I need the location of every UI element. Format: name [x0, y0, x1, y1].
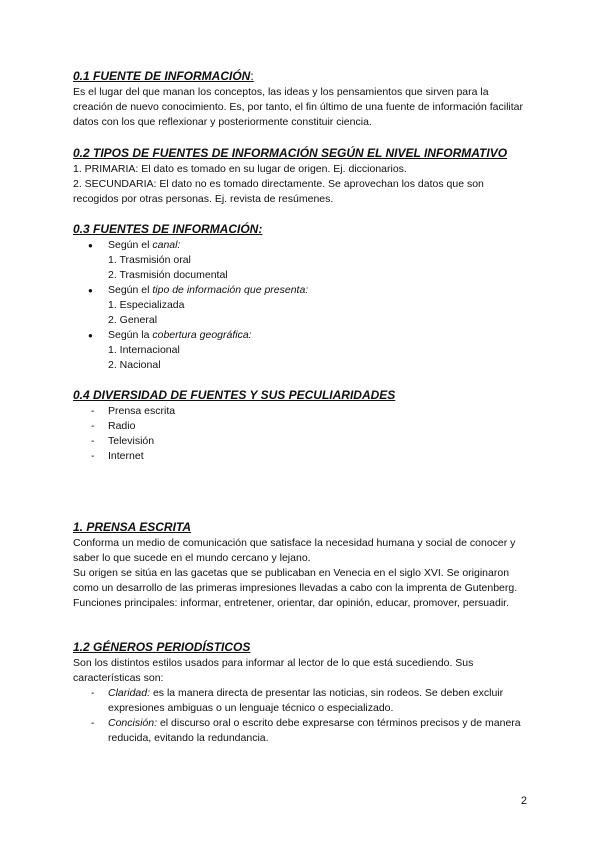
document-page: [73, 68, 528, 746]
list-item: - Televisión: [73, 434, 528, 449]
characteristics-list: [73, 686, 528, 746]
section-0-2-title: 0.2 TIPOS DE FUENTES DE INFORMACIÓN SEGÚN EL NIVEL INFORMATIVO: [73, 146, 508, 160]
list-item: 2. Trasmisión documental: [108, 269, 228, 281]
section-0-2-line2: 2. SECUNDARIA: El dato no es tomado directamente. Se aprovechan los datos que son recogidos por otras personas. Ej. revista de resúmenes.: [73, 178, 484, 205]
section-0-4-title: 0.4 DIVERSIDAD DE FUENTES Y SUS PECULIARIDADES: [73, 388, 396, 402]
list-item: 1. Trasmisión oral: [108, 254, 191, 266]
section-1-title: 1. PRENSA ESCRITA: [73, 520, 192, 534]
list-item: - Claridad: es la manera directa de presentar las noticias, sin rodeos. Se deben excluir expresiones ambiguas o un lenguaje técnico o especializado.: [73, 686, 528, 716]
section-0-3-title: 0.3 FUENTES DE INFORMACIÓN:: [73, 222, 263, 236]
list-item: 2. Nacional: [108, 359, 161, 371]
list-item: - Internet: [73, 449, 528, 464]
section-1-2-intro: Son los distintos estilos usados para informar al lector de lo que está sucediendo. Sus características son:: [73, 657, 474, 684]
list-item: ● Según el tipo de información que presenta:: [73, 283, 528, 298]
list-item: - Prensa escrita: [73, 404, 528, 419]
list-item: ● Según la cobertura geográfica:: [73, 328, 528, 343]
page-number: 2: [520, 795, 527, 807]
list-item: - Radio: [73, 419, 528, 434]
list-item: - Concisión: el discurso oral o escrito debe expresarse con términos precisos y de manera reducida, evitando la redundancia.: [73, 716, 528, 746]
section-1-p1: Conforma un medio de comunicación que satisface la necesidad humana y social de conocer y saber lo que sucede en el mundo cercano y lejano.: [73, 537, 516, 564]
list-item: 2. General: [108, 314, 158, 326]
diversity-list: [73, 404, 528, 464]
list-item: 1. Especializada: [108, 299, 185, 311]
list-item: 1. Internacional: [108, 344, 180, 356]
section-1-p2: Su origen se sitúa en las gacetas que se publicaban en Venecia en el siglo XVI. Se originaron como un desarrollo de las primeras impresiones llevadas a cabo con la imprenta de Gutenberg.: [73, 567, 518, 594]
list-item: ● Según el canal:: [73, 238, 528, 253]
section-0-1-title: 0.1 FUENTE DE INFORMACIÓN:: [73, 69, 254, 83]
section-0-1-text: Es el lugar del que manan los conceptos, las ideas y los pensamientos que sirven para la creación de nuevo conocimiento. Es, por tanto, el fin último de una fuente de información facilitar datos con los que reflexionar y posteriormente constituir ciencia.: [73, 86, 524, 128]
sources-list: [73, 238, 528, 373]
section-0-2-line1: 1. PRIMARIA: El dato es tomado en su lugar de origen. Ej. diccionarios.: [73, 163, 407, 175]
section-1-2-title: 1.2 GÉNEROS PERIODÍSTICOS: [73, 640, 251, 654]
section-1-p3: Funciones principales: informar, entretener, orientar, dar opinión, educar, promover, persuadir.: [73, 597, 509, 609]
